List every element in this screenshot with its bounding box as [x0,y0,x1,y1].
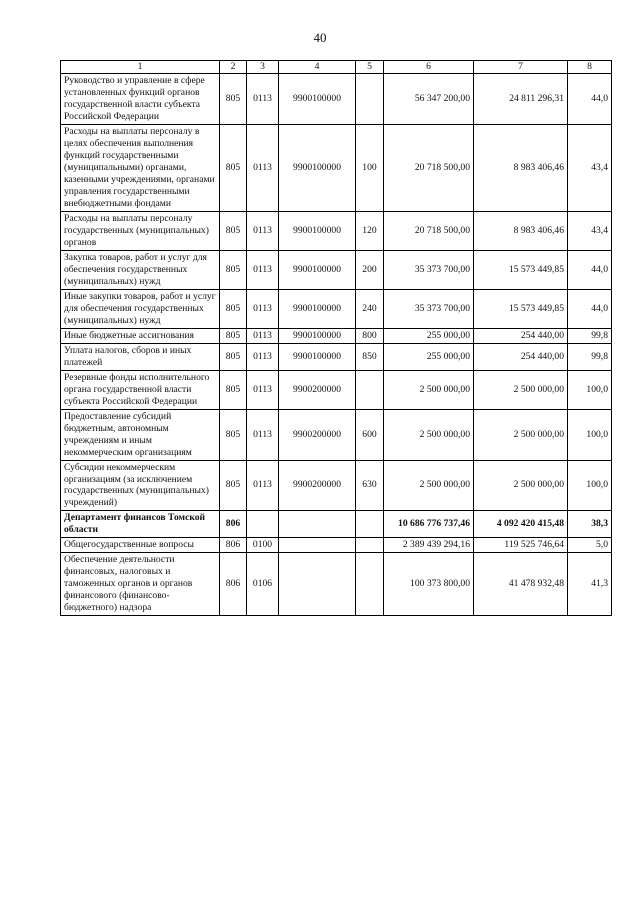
row-name: Резервные фонды исполнительного органа государственной власти субъекта Российской Федерации [61,370,220,409]
cell-expense-type: 630 [356,460,384,511]
cell-execution-percent: 5,0 [568,538,612,553]
cell-planned-amount: 100 373 800,00 [384,553,474,616]
cell-execution-percent: 44,0 [568,250,612,289]
cell-executed-amount: 119 525 746,64 [474,538,568,553]
cell-executed-amount: 15 573 449,85 [474,289,568,328]
cell-target-article: 9900200000 [279,370,356,409]
column-number-row [61,61,612,74]
cell-expense-type [356,370,384,409]
cell-planned-amount: 35 373 700,00 [384,250,474,289]
cell-executed-amount: 2 500 000,00 [474,370,568,409]
column-number: 1 [61,61,220,74]
row-name: Уплата налогов, сборов и иных платежей [61,343,220,370]
row-name: Расходы на выплаты персоналу в целях обеспечения выполнения функций государственными (муниципальными) органами, казенными учреждениями, органами управления государственными внебюджетными фондами [61,124,220,211]
cell-execution-percent: 44,0 [568,73,612,124]
cell-target-article [279,538,356,553]
cell-grbs-code: 805 [220,211,247,250]
table-row [61,511,612,538]
cell-expense-type: 800 [356,328,384,343]
cell-expense-type [356,553,384,616]
cell-expense-type: 600 [356,409,384,460]
cell-executed-amount: 2 500 000,00 [474,460,568,511]
column-number: 8 [568,61,612,74]
cell-expense-type [356,73,384,124]
cell-target-article: 9900200000 [279,409,356,460]
cell-target-article: 9900200000 [279,460,356,511]
cell-planned-amount: 56 347 200,00 [384,73,474,124]
cell-target-article: 9900100000 [279,73,356,124]
cell-grbs-code: 806 [220,553,247,616]
cell-grbs-code: 806 [220,538,247,553]
cell-grbs-code: 805 [220,73,247,124]
cell-grbs-code: 805 [220,409,247,460]
table-row [61,73,612,124]
cell-planned-amount: 2 500 000,00 [384,409,474,460]
column-number: 6 [384,61,474,74]
budget-table [60,60,612,616]
cell-grbs-code: 805 [220,289,247,328]
cell-planned-amount: 20 718 500,00 [384,211,474,250]
cell-execution-percent: 100,0 [568,409,612,460]
cell-executed-amount: 4 092 420 415,48 [474,511,568,538]
cell-section-code: 0113 [247,250,279,289]
table-row [61,343,612,370]
cell-planned-amount: 255 000,00 [384,328,474,343]
cell-planned-amount: 10 686 776 737,46 [384,511,474,538]
cell-section-code: 0113 [247,73,279,124]
cell-expense-type: 100 [356,124,384,211]
table-row [61,250,612,289]
cell-planned-amount: 35 373 700,00 [384,289,474,328]
cell-expense-type: 120 [356,211,384,250]
table-row [61,124,612,211]
cell-expense-type: 240 [356,289,384,328]
cell-grbs-code: 805 [220,460,247,511]
table-row [61,370,612,409]
cell-executed-amount: 8 983 406,46 [474,211,568,250]
cell-executed-amount: 15 573 449,85 [474,250,568,289]
cell-executed-amount: 24 811 296,31 [474,73,568,124]
cell-grbs-code: 805 [220,328,247,343]
cell-section-code: 0113 [247,409,279,460]
table-row [61,538,612,553]
row-name: Руководство и управление в сфере установленных функций органов государственной власти субъекта Российской Федерации [61,73,220,124]
cell-section-code: 0113 [247,460,279,511]
table-row [61,409,612,460]
cell-section-code: 0113 [247,343,279,370]
table-row [61,460,612,511]
column-number: 7 [474,61,568,74]
cell-executed-amount: 254 440,00 [474,328,568,343]
cell-target-article [279,511,356,538]
cell-grbs-code: 805 [220,250,247,289]
cell-execution-percent: 100,0 [568,460,612,511]
cell-executed-amount: 2 500 000,00 [474,409,568,460]
cell-section-code: 0113 [247,370,279,409]
cell-planned-amount: 20 718 500,00 [384,124,474,211]
row-name: Иные закупки товаров, работ и услуг для обеспечения государственных (муниципальных) нужд [61,289,220,328]
cell-target-article: 9900100000 [279,343,356,370]
cell-execution-percent: 41,3 [568,553,612,616]
cell-grbs-code: 805 [220,370,247,409]
cell-executed-amount: 254 440,00 [474,343,568,370]
cell-planned-amount: 2 389 439 294,16 [384,538,474,553]
cell-expense-type [356,511,384,538]
table-row [61,328,612,343]
row-name: Расходы на выплаты персоналу государственных (муниципальных) органов [61,211,220,250]
cell-grbs-code: 805 [220,124,247,211]
cell-executed-amount: 8 983 406,46 [474,124,568,211]
cell-expense-type [356,538,384,553]
row-name: Закупка товаров, работ и услуг для обеспечения государственных (муниципальных) нужд [61,250,220,289]
row-name: Департамент финансов Томской области [61,511,220,538]
cell-grbs-code: 805 [220,343,247,370]
cell-execution-percent: 44,0 [568,289,612,328]
cell-target-article: 9900100000 [279,211,356,250]
cell-target-article [279,553,356,616]
cell-planned-amount: 2 500 000,00 [384,370,474,409]
row-name: Иные бюджетные ассигнования [61,328,220,343]
cell-section-code: 0100 [247,538,279,553]
cell-execution-percent: 43,4 [568,124,612,211]
cell-target-article: 9900100000 [279,289,356,328]
cell-planned-amount: 255 000,00 [384,343,474,370]
column-number: 5 [356,61,384,74]
cell-expense-type: 200 [356,250,384,289]
table-row [61,289,612,328]
cell-target-article: 9900100000 [279,124,356,211]
cell-planned-amount: 2 500 000,00 [384,460,474,511]
cell-execution-percent: 99,8 [568,343,612,370]
cell-section-code: 0113 [247,289,279,328]
row-name: Субсидии некоммерческим организациям (за исключением государственных (муниципальных) учреждений) [61,460,220,511]
cell-target-article: 9900100000 [279,328,356,343]
cell-execution-percent: 99,8 [568,328,612,343]
cell-section-code: 0113 [247,211,279,250]
cell-section-code: 0106 [247,553,279,616]
page-number: 40 [313,30,327,45]
table-row [61,553,612,616]
cell-target-article: 9900100000 [279,250,356,289]
cell-section-code: 0113 [247,124,279,211]
column-number: 2 [220,61,247,74]
cell-executed-amount: 41 478 932,48 [474,553,568,616]
column-number: 4 [279,61,356,74]
cell-execution-percent: 43,4 [568,211,612,250]
row-name: Общегосударственные вопросы [61,538,220,553]
cell-section-code [247,511,279,538]
column-number: 3 [247,61,279,74]
cell-execution-percent: 38,3 [568,511,612,538]
table-row [61,211,612,250]
cell-expense-type: 850 [356,343,384,370]
cell-grbs-code: 806 [220,511,247,538]
row-name: Предоставление субсидий бюджетным, автономным учреждениям и иным некоммерческим организациям [61,409,220,460]
cell-execution-percent: 100,0 [568,370,612,409]
cell-section-code: 0113 [247,328,279,343]
row-name: Обеспечение деятельности финансовых, налоговых и таможенных органов и органов финансового (финансово-бюджетного) надзора [61,553,220,616]
